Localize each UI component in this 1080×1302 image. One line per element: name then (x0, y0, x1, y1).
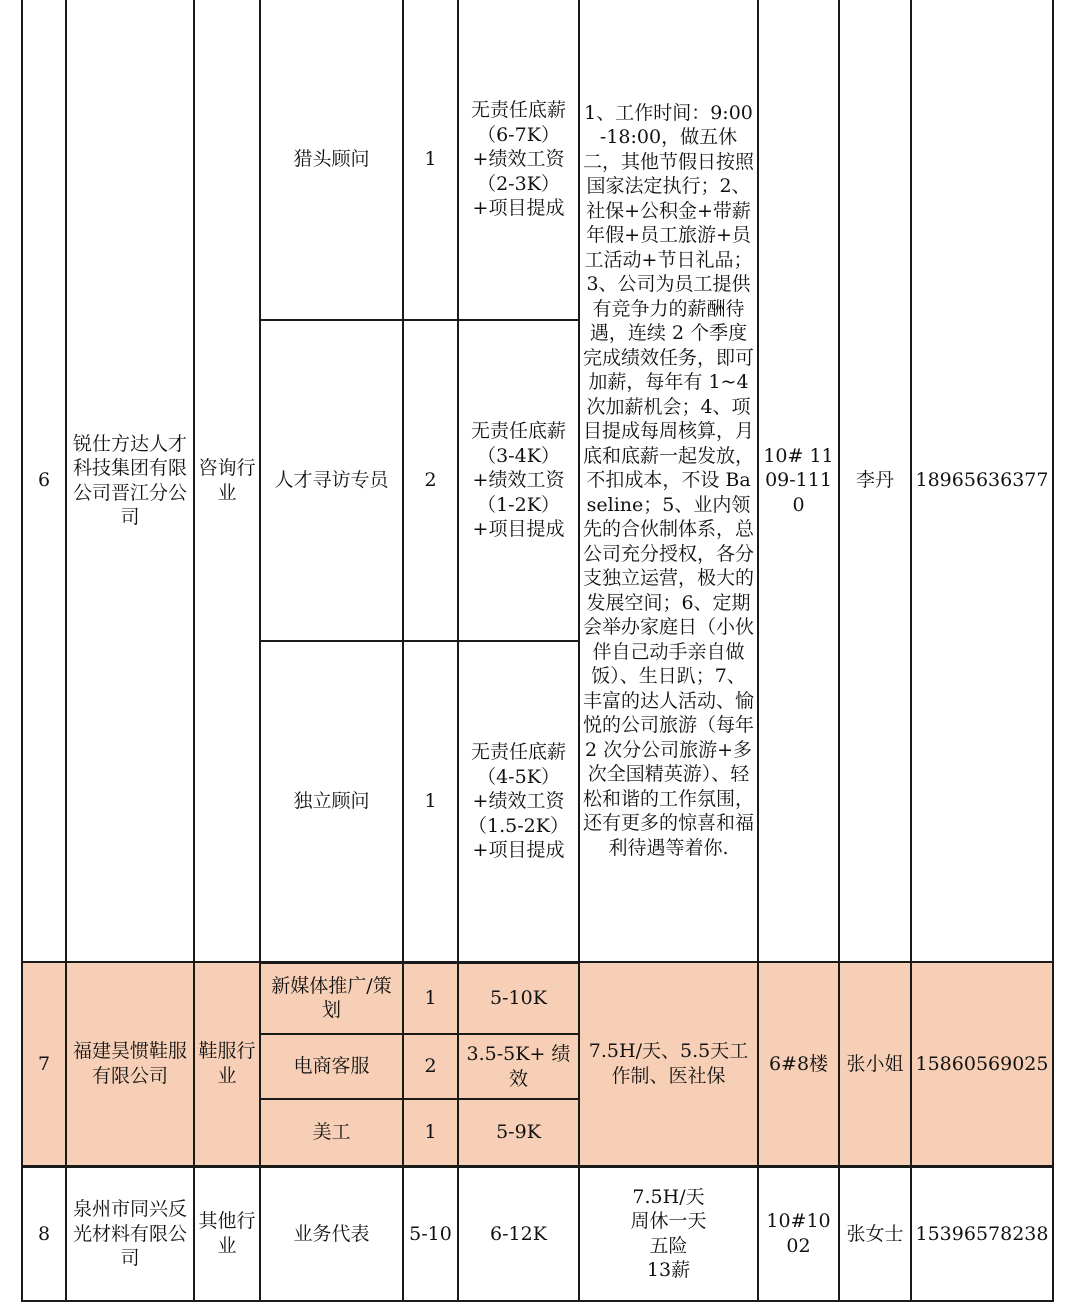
company-name: 泉州市同兴反光材料有限公司 (66, 1166, 194, 1301)
position-title: 电商客服 (260, 1034, 403, 1099)
headcount: 5-10 (403, 1166, 458, 1301)
table-row (22, 962, 1053, 1034)
benefit-line: 13薪 (646, 1259, 691, 1282)
headcount: 1 (403, 962, 458, 1034)
row-number: 7 (22, 962, 66, 1166)
company-name: 锐仕方达人才科技集团有限公司晋江分公司 (66, 0, 194, 962)
room-number: 6#8楼 (758, 962, 839, 1166)
company-name: 福建昊惯鞋服有限公司 (66, 962, 194, 1166)
contact-person: 张女士 (839, 1166, 911, 1301)
position-title: 独立顾问 (260, 641, 403, 962)
phone-number: 15396578238 (911, 1166, 1053, 1301)
job-listing-table (21, 0, 1054, 1302)
position-title: 美工 (260, 1099, 403, 1166)
benefit-line: 五险 (649, 1234, 688, 1257)
row-number: 6 (22, 0, 66, 962)
contact-person: 张小姐 (839, 962, 911, 1166)
salary: 6-12K (458, 1166, 579, 1301)
salary: 5-10K (458, 962, 579, 1034)
salary: 3.5-5K+ 绩效 (458, 1034, 579, 1099)
table-row (22, 0, 1053, 320)
room-number: 10# 1109-1110 (758, 0, 839, 962)
headcount: 1 (403, 0, 458, 320)
headcount: 1 (403, 1099, 458, 1166)
salary: 5-9K (458, 1099, 579, 1166)
room-number: 10#1002 (758, 1166, 839, 1301)
phone-number: 15860569025 (911, 962, 1053, 1166)
position-title: 人才寻访专员 (260, 320, 403, 641)
benefits: 1、工作时间：9:00-18:00，做五休二，其他节假日按照国家法定执行；2、社保+公积金+带薪年假+员工旅游+员工活动+节日礼品；3、公司为员工提供有竞争力的薪酬待遇，连续 2 个季度完成绩效任务，即可加薪，每年有 1~4 次加薪机会；4、项目提成每周核算，月底和底薪一起发放，不扣成本，不设 Baseline；5、业内领先的合伙制体系，总公司充分授权，各分支独立运营，极大的发展空间；6、定期会举办家庭日（小伙伴自己动手亲自做饭）、生日趴；7、丰富的达人活动、愉悦的公司旅游（每年 2 次分公司旅游+多次全国精英游）、轻松和谐的工作氛围，还有更多的惊喜和福利待遇等着你. (579, 0, 758, 962)
phone-number: 18965636377 (911, 0, 1053, 962)
salary: 无责任底薪（4-5K）+绩效工资（1.5-2K）+项目提成 (458, 641, 579, 962)
contact-person: 李丹 (839, 0, 911, 962)
headcount: 2 (403, 320, 458, 641)
position-title: 猎头顾问 (260, 0, 403, 320)
salary: 无责任底薪（3-4K）+绩效工资（1-2K）+项目提成 (458, 320, 579, 641)
position-title: 业务代表 (260, 1166, 403, 1301)
benefits: 7.5H/天、5.5天工作制、医社保 (579, 962, 758, 1166)
table-row (22, 1166, 1053, 1301)
benefits (579, 1166, 758, 1301)
industry: 其他行业 (194, 1166, 260, 1301)
position-title: 新媒体推广/策划 (260, 962, 403, 1034)
industry: 咨询行业 (194, 0, 260, 962)
benefit-line: 7.5H/天 (632, 1185, 705, 1208)
row-number: 8 (22, 1166, 66, 1301)
benefit-line: 周休一天 (630, 1210, 707, 1233)
headcount: 1 (403, 641, 458, 962)
industry: 鞋服行业 (194, 962, 260, 1166)
salary: 无责任底薪（6-7K）+绩效工资（2-3K）+项目提成 (458, 0, 579, 320)
headcount: 2 (403, 1034, 458, 1099)
